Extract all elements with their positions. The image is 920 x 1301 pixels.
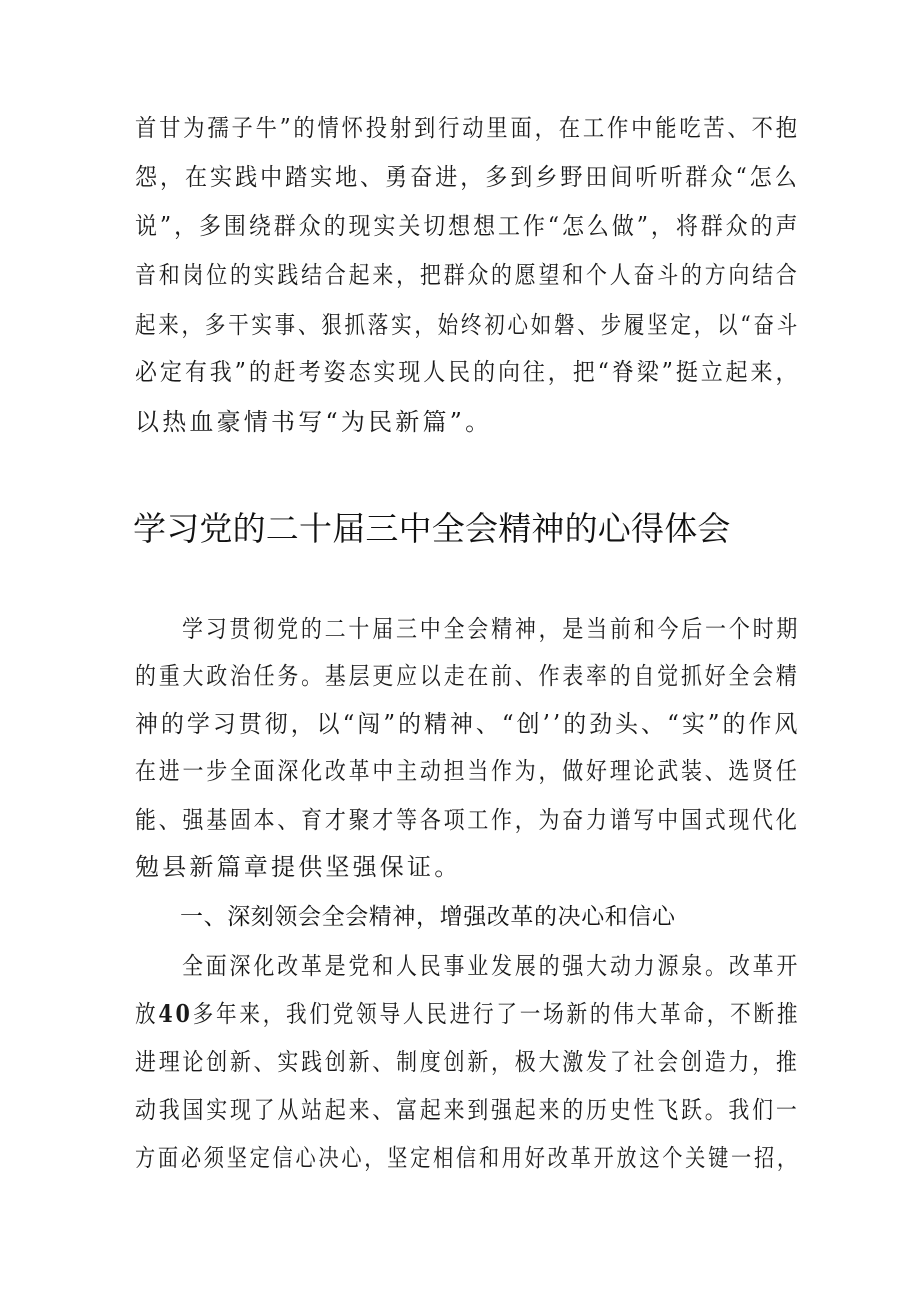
paragraph-line: 在进一步全面深化改革中主动担当作为，做好理论武装、选贤任 — [135, 757, 800, 785]
paragraph-line: 方面必须坚定信心决心，坚定相信和用好改革开放这个关键一招， — [135, 1144, 800, 1172]
paragraph-line: 起来，多干实事、狠抓落实，始终初心如磐、步履坚定，以“奋斗 — [135, 311, 801, 339]
paragraph-line: 学习贯彻党的二十届三中全会精神，是当前和今后一个时期 — [182, 615, 801, 643]
paragraph-line: 进理论创新、实践创新、制度创新，极大激发了社会创造力，推 — [135, 1048, 800, 1076]
paragraph-line: 动我国实现了从站起来、富起来到强起来的历史性飞跃。我们一 — [135, 1096, 800, 1124]
paragraph-line: 音和岗位的实践结合起来，把群众的愿望和个人奋斗的方向结合 — [135, 261, 800, 289]
article-title: 学习党的二十届三中全会精神的心得体会 — [133, 509, 731, 548]
text-segment: 多年来，我们党领导人民进行了一场新的伟大革命，不断推 — [192, 1000, 801, 1028]
section-heading: 一、深刻领会全会精神，增强改革的决心和信心 — [180, 904, 676, 930]
paragraph-line: 怨，在实践中踏实地、勇奋进，多到乡野田间听听群众“怎么 — [135, 163, 800, 191]
text-segment: 放 — [135, 1000, 159, 1028]
paragraph-line: 首甘为孺子牛”的情怀投射到行动里面，在工作中能吃苦、不抱 — [135, 114, 800, 142]
paragraph-line: 神的学习贯彻，以“闯”的精神、“创’’的劲头、“实”的作风 — [135, 710, 801, 738]
paragraph-line: 全面深化改革是党和人民事业发展的强大动力源泉。改革开 — [182, 952, 801, 980]
paragraph-line: 的重大政治任务。基层更应以走在前、作表率的自觉抓好全会精 — [135, 662, 800, 690]
bold-number: 40 — [158, 999, 193, 1028]
paragraph-line — [135, 998, 800, 1030]
paragraph-line: 必定有我”的赶考姿态实现人民的向往，把“脊梁”挺立起来， — [135, 358, 801, 386]
paragraph-line: 能、强基固本、育才聚才等各项工作，为奋力谱写中国式现代化 — [135, 806, 800, 834]
paragraph-line: 以热血豪情书写“为民新篇”。 — [135, 408, 493, 436]
paragraph-line: 说”，多围绕群众的现实关切想想工作“怎么做”，将群众的声 — [135, 212, 801, 240]
paragraph-line: 勉县新篇章提供坚强保证。 — [135, 853, 462, 881]
